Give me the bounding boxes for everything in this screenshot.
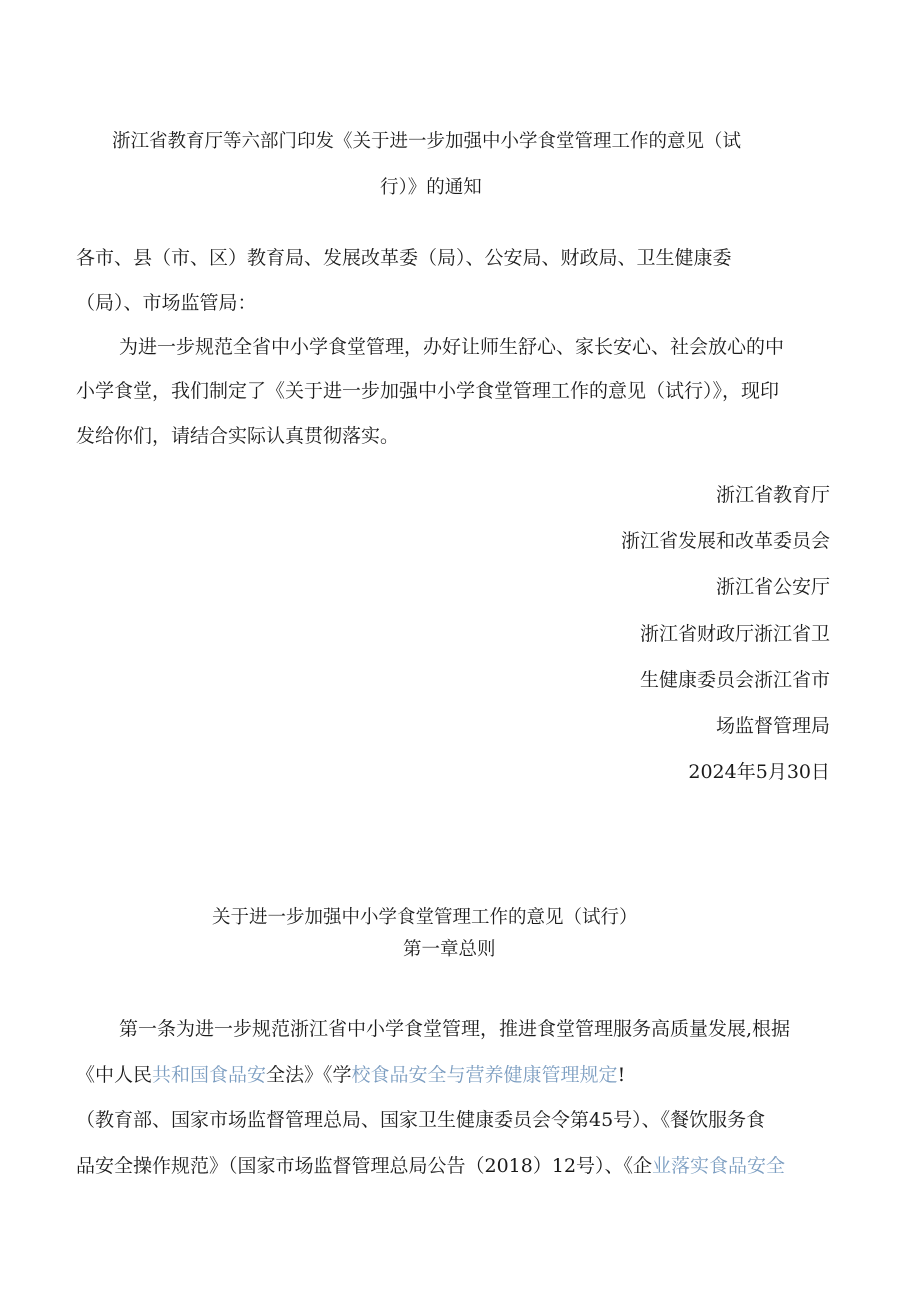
law-link-school-food-safety[interactable]: 校食品安全与营养健康管理规定 — [351, 1064, 618, 1086]
signatory: 浙江省教育厅 — [715, 484, 830, 506]
notice-title-line1: 浙江省教育厅等六部门印发《关于进一步加强中小学食堂管理工作的意见（试 — [112, 131, 742, 152]
signatory: 生健康委员会浙江省市 — [639, 669, 830, 691]
law-link-enterprise-food-safety[interactable]: 业落实食品安全 — [652, 1155, 786, 1177]
opinion-title: 关于进一步加强中小学食堂管理工作的意见（试行） — [212, 907, 638, 928]
body-paragraph-line3: 发给你们，请结合实际认真贯彻落实。 — [76, 425, 400, 447]
notice-title-line2: 行）》的通知 — [380, 177, 482, 198]
article1-text: 全法》《学 — [266, 1064, 352, 1086]
article1-text: 《中人民 — [76, 1064, 153, 1086]
chapter-heading: 第一章总则 — [403, 939, 496, 960]
article1-text: ! — [617, 1064, 626, 1086]
salutation-line2: （局）、市场监管局： — [76, 292, 257, 314]
salutation-line1: 各市、县（市、区）教育局、发展改革委（局）、公安局、财政局、卫生健康委 — [76, 247, 732, 269]
law-link-food-safety[interactable]: 共和国食品安 — [152, 1064, 267, 1086]
signatory: 浙江省发展和改革委员会 — [620, 530, 830, 552]
article1-line4 — [76, 1154, 785, 1178]
article1-line1: 第一条为进一步规范浙江省中小学食堂管理，推进食堂管理服务高质量发展,根据 — [119, 1018, 791, 1040]
body-paragraph-line1: 为进一步规范全省中小学食堂管理，办好让师生舒心、家长安心、社会放心的中 — [119, 336, 785, 358]
article1-line3: （教育部、国家市场监督管理总局、国家卫生健康委员会令第45号）、《餐饮服务食 — [76, 1109, 766, 1131]
signatory: 浙江省财政厅浙江省卫 — [639, 623, 830, 645]
notice-date: 2024年5月30日 — [688, 761, 830, 783]
article1-line2 — [76, 1063, 625, 1087]
signatory: 场监督管理局 — [715, 715, 830, 737]
article1-text: 品安全操作规范》（国家市场监督管理总局公告（2018）12号）、《企 — [76, 1155, 653, 1177]
signatory: 浙江省公安厅 — [715, 576, 830, 598]
body-paragraph-line2: 小学食堂，我们制定了《关于进一步加强中小学食堂管理工作的意见（试行）》，现印 — [76, 380, 780, 402]
